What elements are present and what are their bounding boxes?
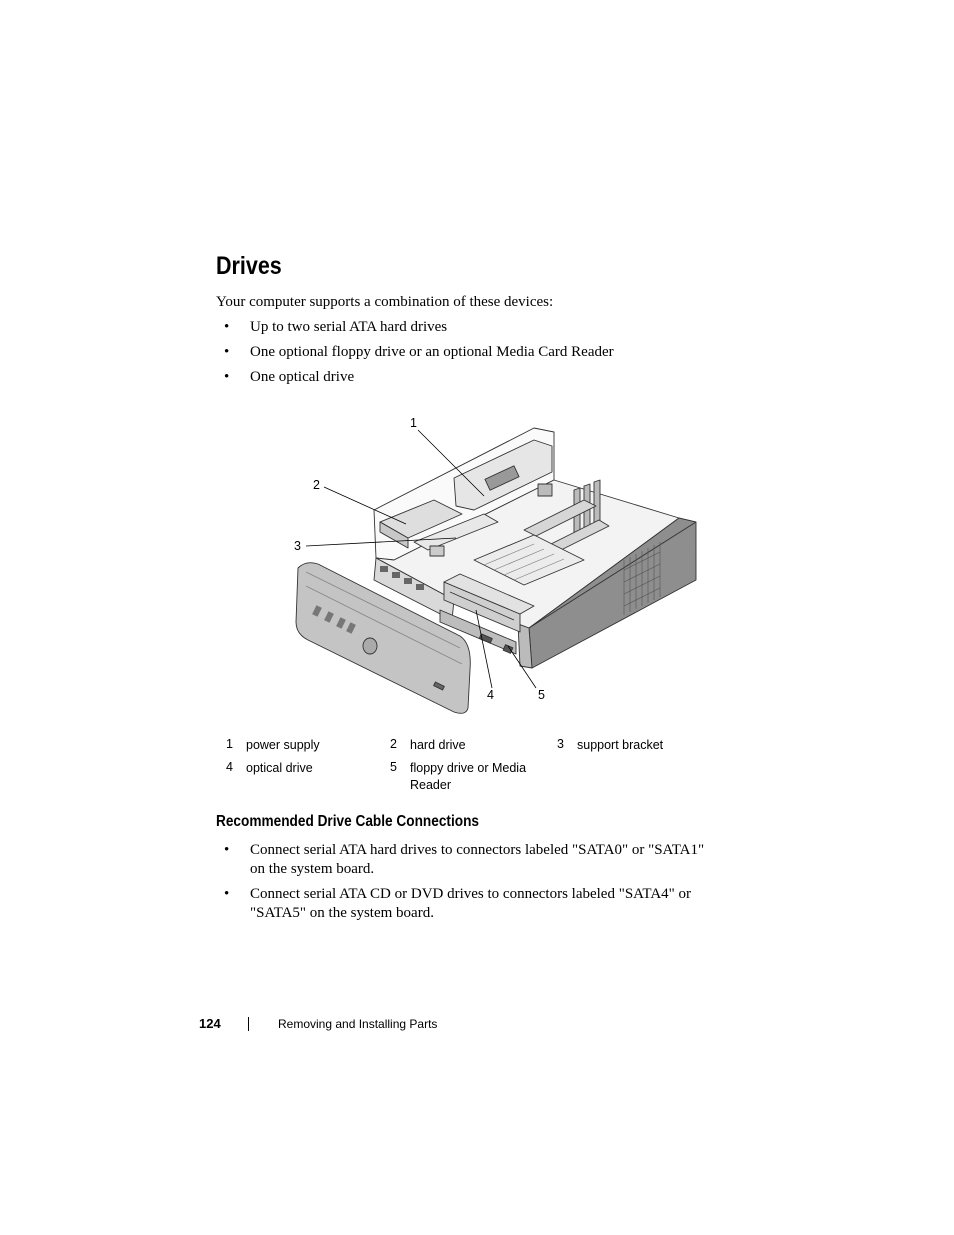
list-item: • Connect serial ATA CD or DVD drives to connectors labeled "SATA4" or "SATA5" on the system board. <box>224 886 692 921</box>
intro-text: Your computer supports a combination of these devices: <box>216 294 554 310</box>
document-page: Drives Your computer supports a combination of these devices: • Up to two serial ATA hard drives • One optional floppy drive or an optional Media Card Reader • One optical drive 1 2 3 4 5 1 power supply 2 hard drive 3 support bracket 4 optical drive 5 floppy drive or Media Reader Recommended Drive Cable Connections • Connect serial ATA hard drives to connectors labeled "SATA0" or "SATA1" on the system board. • Connect serial ATA CD or DVD drives to connectors labeled "SATA4" or "SATA5" on the system board. 124 Removing and Installing Parts <box>0 0 954 1235</box>
list-item: • One optical drive <box>224 369 355 385</box>
device-list <box>216 318 716 393</box>
footer-divider <box>248 1017 249 1031</box>
list-item: • Up to two serial ATA hard drives <box>224 319 448 335</box>
callout-3: 3 <box>294 539 301 553</box>
subsection-title: Recommended Drive Cable Connections <box>216 813 480 830</box>
callout-4: 4 <box>487 688 494 702</box>
cable-connection-list <box>216 841 716 929</box>
bullet-icon: • <box>224 319 230 335</box>
list-item: • Connect serial ATA hard drives to connectors labeled "SATA0" or "SATA1" on the system board. <box>224 842 705 877</box>
bullet-icon: • <box>224 842 230 858</box>
bullet-icon: • <box>224 369 230 385</box>
callout-2: 2 <box>313 478 320 492</box>
bullet-icon: • <box>224 886 230 902</box>
list-item: • One optional floppy drive or an optional Media Card Reader <box>224 344 614 360</box>
computer-chassis-illustration <box>284 410 704 720</box>
callout-5: 5 <box>538 688 545 702</box>
bullet-icon: • <box>224 344 230 360</box>
page-number: 124 <box>199 1016 221 1031</box>
chapter-title: Removing and Installing Parts <box>278 1017 438 1031</box>
section-title: Drives <box>216 252 282 280</box>
callout-1: 1 <box>410 416 417 430</box>
